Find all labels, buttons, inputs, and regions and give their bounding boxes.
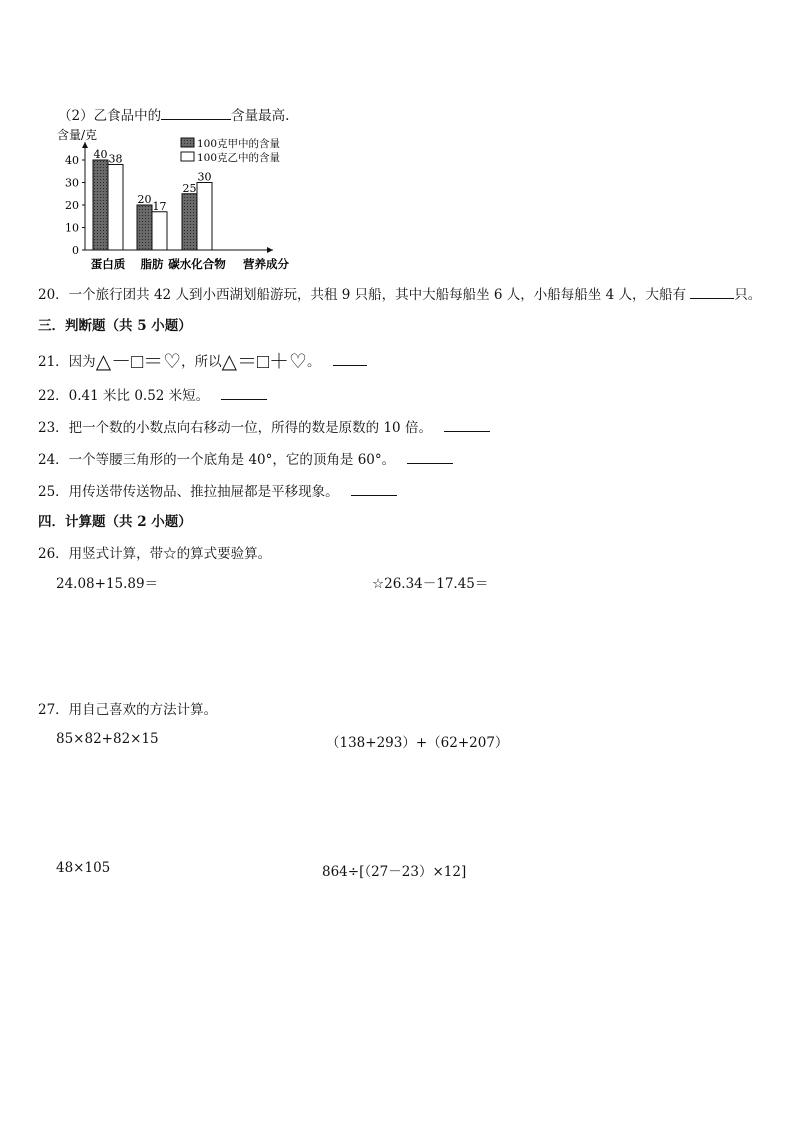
question-24 bbox=[38, 448, 453, 468]
q19-part2-prefix: （2）乙食品中的 bbox=[58, 108, 162, 124]
q27-expression-2: （138+293）+（62+207） bbox=[326, 735, 509, 751]
question-21 bbox=[38, 345, 367, 374]
y-tick-label: 0 bbox=[72, 244, 79, 257]
category-label: 碳水化合物 bbox=[168, 257, 226, 271]
legend-label: 100克甲中的含量 bbox=[197, 138, 281, 150]
answer-blank[interactable] bbox=[407, 451, 453, 464]
x-axis-arrow bbox=[267, 247, 273, 253]
y-axis-arrow bbox=[82, 142, 88, 148]
q27-expression-3: 48×105 bbox=[56, 860, 111, 876]
q19-part2 bbox=[58, 104, 289, 124]
y-tick-label: 40 bbox=[65, 154, 79, 167]
bar-value-label: 30 bbox=[197, 170, 212, 184]
question-26: 26．用竖式计算，带☆的算式要验算。 bbox=[38, 546, 272, 562]
y-tick-label: 30 bbox=[65, 176, 79, 190]
answer-blank[interactable] bbox=[444, 419, 490, 432]
bar bbox=[152, 212, 167, 250]
q27-expression-4: 864÷[（27－23）×12] bbox=[322, 864, 467, 880]
legend-label: 100克乙中的含量 bbox=[197, 152, 281, 164]
bar-value-label: 17 bbox=[152, 199, 167, 213]
bar-value-label: 25 bbox=[182, 181, 197, 195]
bar bbox=[93, 160, 108, 250]
q23-text: 23．把一个数的小数点向右移动一位，所得的数是原数的 10 倍。 bbox=[38, 420, 432, 436]
question-20 bbox=[38, 283, 761, 303]
question-25 bbox=[38, 480, 397, 500]
q27-expression-1: 85×82+82×15 bbox=[56, 731, 159, 747]
q21-prefix: 21．因为 bbox=[38, 354, 96, 370]
q21-equation-1: △－□＝♡ bbox=[95, 349, 182, 373]
q20-text: 20．一个旅行团共 42 人到小西湖划船游玩，共租 9 只船，其中大船每船坐 6 人，小船每船坐 4 人，大船有 bbox=[38, 287, 686, 303]
answer-blank[interactable] bbox=[690, 286, 734, 299]
bar bbox=[197, 183, 212, 251]
question-22 bbox=[38, 384, 267, 404]
legend-swatch bbox=[181, 152, 194, 161]
bar bbox=[182, 194, 197, 250]
q21-equation-2: △＝□＋♡ bbox=[221, 349, 307, 373]
q21-mid: ，所以 bbox=[181, 354, 222, 370]
bar-value-label: 38 bbox=[108, 152, 123, 166]
y-tick-label: 10 bbox=[65, 221, 79, 235]
bar-value-label: 20 bbox=[137, 193, 152, 206]
answer-blank[interactable] bbox=[351, 483, 397, 496]
q25-text: 25．用传送带传送物品、推拉抽屉都是平移现象。 bbox=[38, 484, 339, 500]
question-23 bbox=[38, 416, 490, 436]
section-4-title: 四．计算题（共 2 小题） bbox=[38, 514, 192, 530]
category-label: 脂肪 bbox=[140, 257, 164, 271]
q26-expression-2: ☆26.34－17.45＝ bbox=[372, 576, 489, 592]
answer-blank[interactable] bbox=[333, 353, 367, 366]
section-3-title: 三．判断题（共 5 小题） bbox=[38, 318, 192, 334]
bar-value-label: 40 bbox=[93, 148, 108, 161]
q20-suffix: 只。 bbox=[734, 287, 762, 303]
y-axis-label: 含量/克 bbox=[57, 128, 98, 142]
question-27: 27．用自己喜欢的方法计算。 bbox=[38, 702, 218, 718]
bar bbox=[137, 205, 152, 250]
category-label: 蛋白质 bbox=[90, 257, 126, 271]
nutrition-bar-chart bbox=[55, 128, 305, 273]
q21-end: 。 bbox=[306, 354, 321, 370]
y-tick-label: 20 bbox=[65, 199, 79, 212]
answer-blank[interactable] bbox=[221, 387, 267, 400]
legend-swatch bbox=[181, 138, 194, 147]
q26-expression-1: 24.08+15.89＝ bbox=[56, 576, 159, 592]
answer-blank[interactable] bbox=[161, 107, 231, 120]
q19-part2-suffix: 含量最高. bbox=[231, 108, 290, 124]
q24-text: 24．一个等腰三角形的一个底角是 40°，它的顶角是 60°。 bbox=[38, 452, 396, 468]
q22-text: 22．0.41 米比 0.52 米短。 bbox=[38, 388, 210, 404]
x-axis-label: 营养成分 bbox=[243, 257, 289, 271]
bar bbox=[108, 165, 123, 251]
